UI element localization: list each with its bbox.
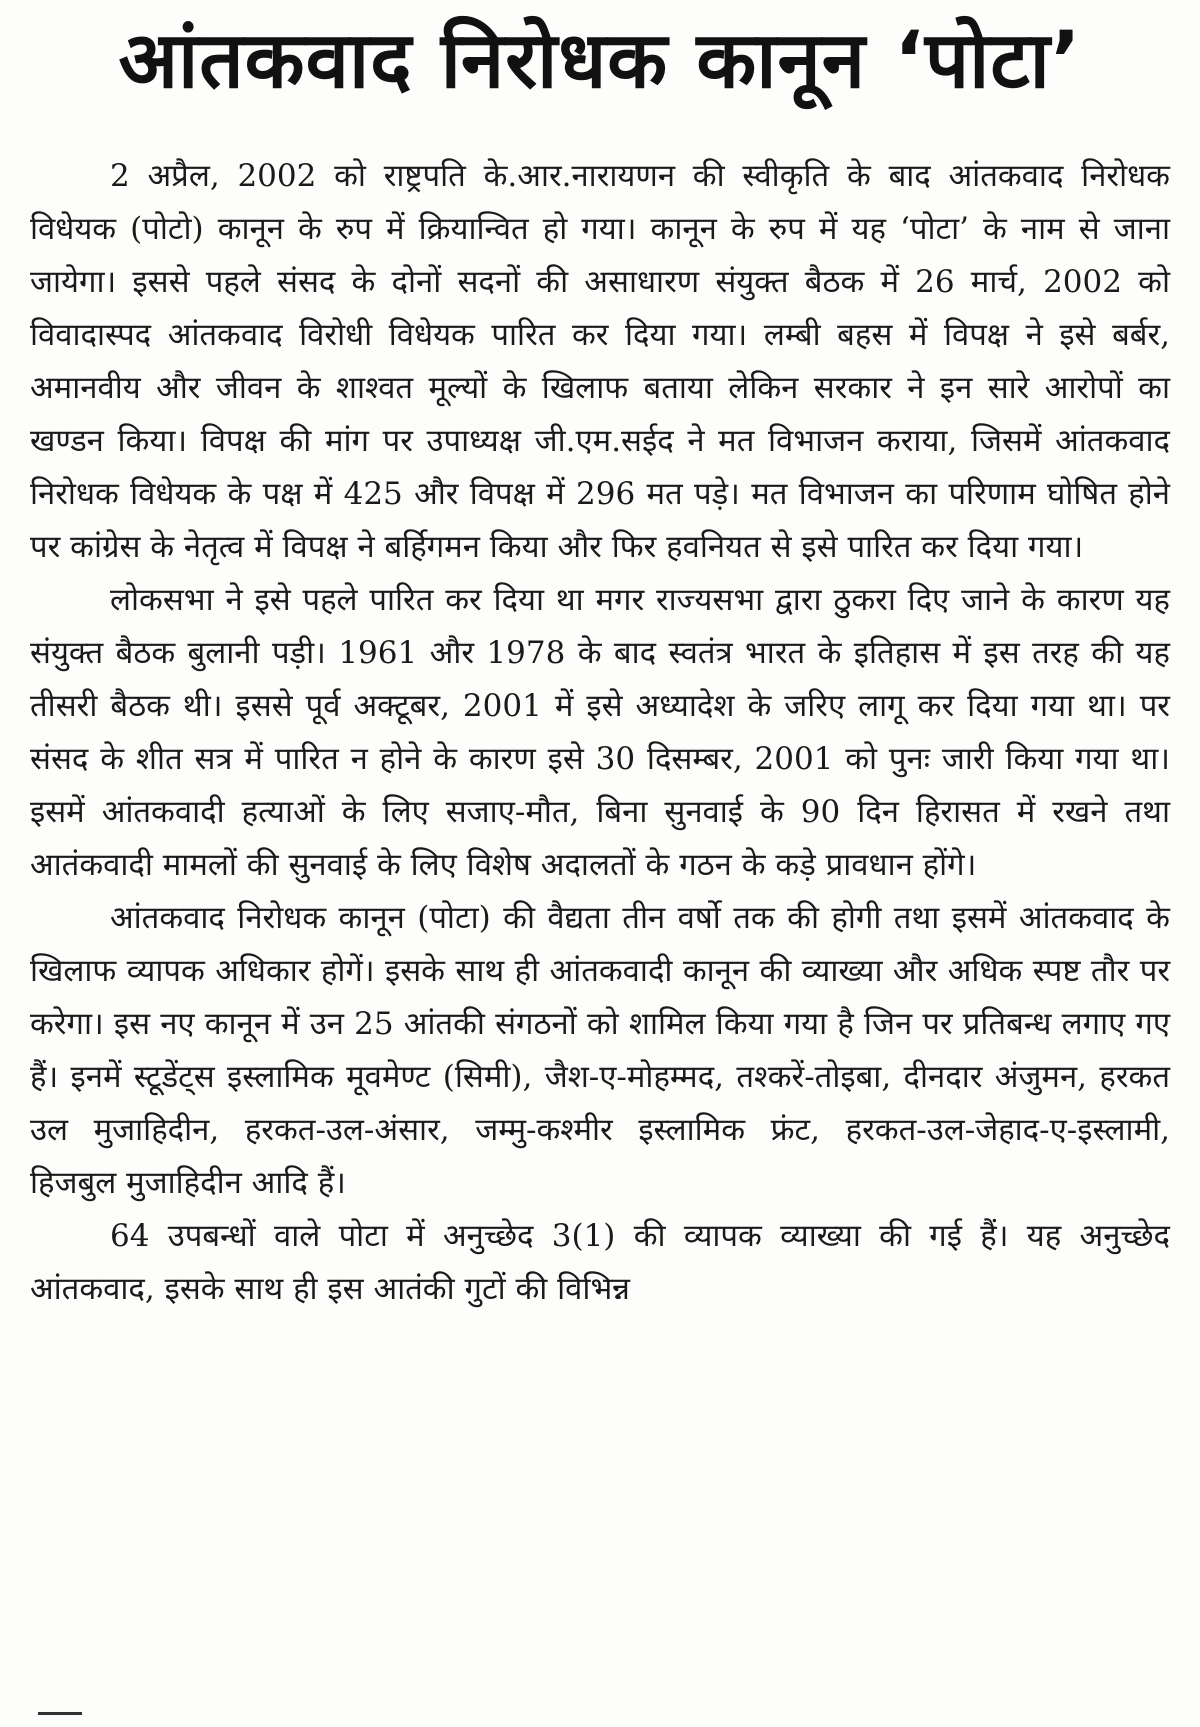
headline: आंतकवाद निरोधक कानून ‘पोटा’ <box>118 16 1082 106</box>
article-body <box>30 150 1170 1316</box>
paragraph-2: लोकसभा ने इसे पहले पारित कर दिया था मगर राज्यसभा द्वारा ठुकरा दिए जाने के कारण यह संयुक्त बैठक बुलानी पड़ी। 1961 और 1978 के बाद स्वतंत्र भारत के इतिहास में इस तरह की यह तीसरी बैठक थी। इससे पूर्व अक्टूबर, 2001 में इसे अध्यादेश के जरिए लागू कर दिया गया था। पर संसद के शीत सत्र में पारित न होने के कारण इसे 30 दिसम्बर, 2001 को पुनः जारी किया गया था। इसमें आंतकवादी हत्याओं के लिए सजाए-मौत, बिना सुनवाई के 90 दिन हिरासत में रखने तथा आतंकवादी मामलों की सुनवाई के लिए विशेष अदालतों के गठन के कड़े प्रावधान होंगे। <box>30 582 1170 883</box>
paragraph-3: आंतकवाद निरोधक कानून (पोटा) की वैद्यता तीन वर्षो तक की होगी तथा इसमें आंतकवाद के खिलाफ व्यापक अधिकार होगें। इसके साथ ही आंतकवादी कानून की व्याख्या और अधिक स्पष्ट तौर पर करेगा। इस नए कानून में उन 25 आंतकी संगठनों को शामिल किया गया है जिन पर प्रतिबन्ध लगाए गए हैं। इनमें स्टूडेंट्स इस्लामिक मूवमेण्ट (सिमी), जैश-ए-मोहम्मद, तश्करें-तोइबा, दीनदार अंजुमन, हरकत उल मुजाहिदीन, हरकत-उल-अंसार, जम्मु-कश्मीर इस्लामिक फ्रंट, हरकत-उल-जेहाद-ए-इस्लामी, हिजबुल मुजाहिदीन आदि हैं। <box>30 900 1170 1201</box>
footer-rule <box>38 1712 82 1715</box>
paragraph-1: 2 अप्रैल, 2002 को राष्ट्रपति के.आर.नारायणन की स्वीकृति के बाद आंतकवाद निरोधक विधेयक (पोटो) कानून के रुप में क्रियान्वित हो गया। कानून के रुप में यह ‘पोटा’ के नाम से जाना जायेगा। इससे पहले संसद के दोनों सदनों की असाधारण संयुक्त बैठक में 26 मार्च, 2002 को विवादास्पद आंतकवाद विरोधी विधेयक पारित कर दिया गया। लम्बी बहस में विपक्ष ने इसे बर्बर, अमानवीय और जीवन के शाश्वत मूल्यों के खिलाफ बताया लेकिन सरकार ने इन सारे आरोपों का खण्डन किया। विपक्ष की मांग पर उपाध्यक्ष जी.एम.सईद ने मत विभाजन कराया, जिसमें आंतकवाद निरोधक विधेयक के पक्ष में 425 और विपक्ष में 296 मत पड़े। मत विभाजन का परिणाम घोषित होने पर कांग्रेस के नेतृत्व में विपक्ष ने बर्हिगमन किया और फिर हवनियत से इसे पारित कर दिया गया। <box>30 158 1170 565</box>
paragraph-4: 64 उपबन्धों वाले पोटा में अनुच्छेद 3(1) की व्यापक व्याख्या की गई हैं। यह अनुच्छेद आंतकवाद, इसके साथ ही इस आतंकी गुटों की विभिन्न <box>30 1218 1170 1307</box>
